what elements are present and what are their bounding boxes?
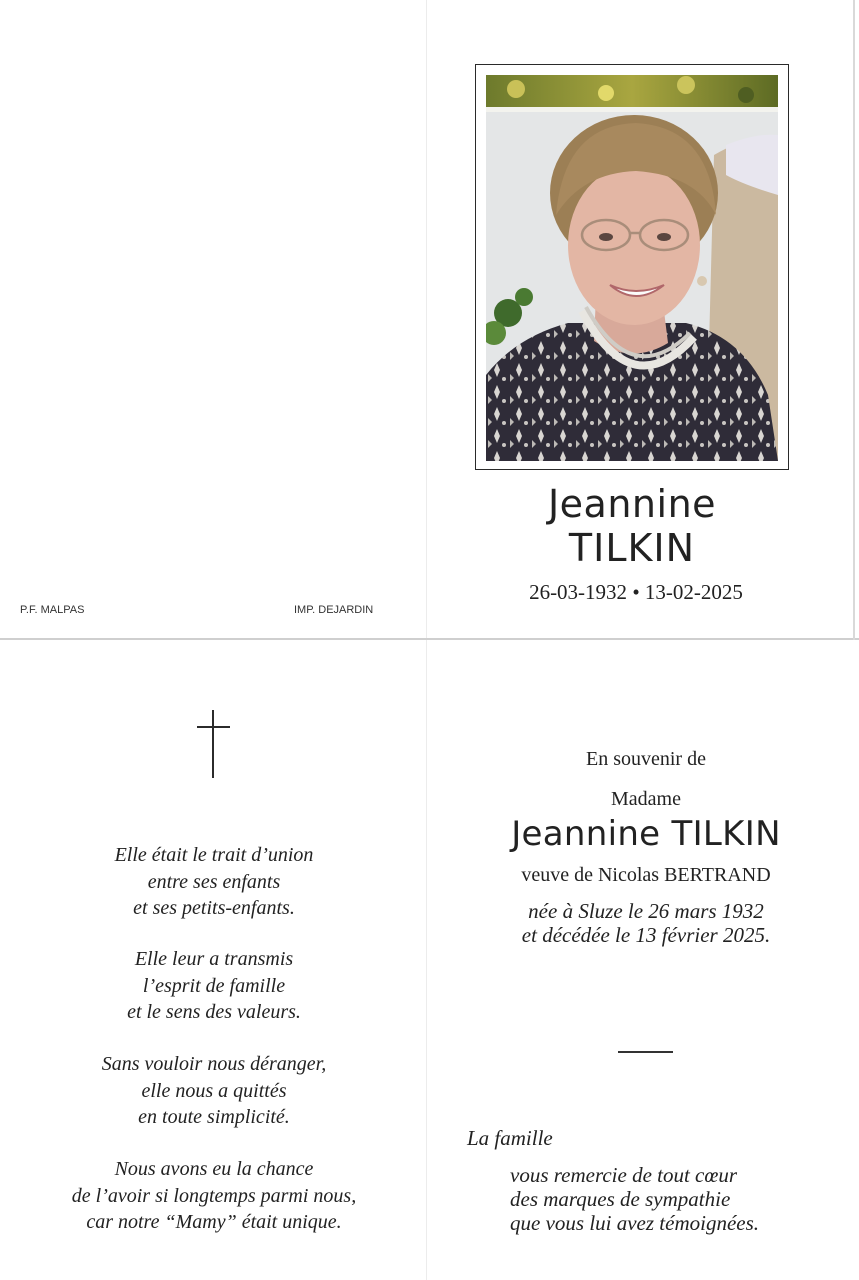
thanks-line: vous remercie de tout cœur <box>510 1163 738 1187</box>
poem-line: de l’avoir si longtemps parmi nous, <box>71 1184 357 1207</box>
life-dates <box>450 580 822 605</box>
poem-line: car notre “Mamy” était unique. <box>86 1211 342 1233</box>
family-label: La famille <box>467 1126 553 1150</box>
widow-of: veuve de Nicolas BERTRAND <box>521 864 771 886</box>
birth-date: 26-03-1932 <box>529 580 628 604</box>
front-first-name: Jeannine <box>547 482 717 526</box>
thanks-line: que vous lui avez témoignées. <box>510 1211 760 1235</box>
poem-line: Sans vouloir nous déranger, <box>101 1053 327 1075</box>
in-memory-heading: En souvenir de <box>586 748 706 770</box>
poem-stanza-3 <box>30 1051 398 1131</box>
card-edge <box>853 0 855 640</box>
poem-line: elle nous a quittés <box>141 1079 287 1102</box>
thanks-message <box>510 1163 759 1235</box>
fold-line-bottom <box>426 640 427 1280</box>
thanks-line: des marques de sympathie <box>510 1187 731 1211</box>
poem-line: Elle leur a transmis <box>134 948 294 970</box>
poem-line: l’esprit de famille <box>142 974 286 997</box>
birth-line: née à Sluze le 26 mars 1932 <box>528 899 764 923</box>
poem-stanza-4 <box>30 1156 398 1236</box>
portrait-frame <box>475 64 789 470</box>
poem-line: en toute simplicité. <box>138 1106 290 1128</box>
funeral-home-credit: P.F. MALPAS <box>20 604 85 616</box>
card-divider <box>0 638 859 640</box>
poem-line: Nous avons eu la chance <box>114 1158 314 1180</box>
deceased-full-name: Jeannine TILKIN <box>511 814 781 854</box>
divider-rule <box>618 1051 673 1053</box>
date-separator: • <box>632 580 640 604</box>
poem-line: et ses petits-enfants. <box>133 897 295 919</box>
poem-stanza-1 <box>30 842 398 922</box>
poem-line: Elle était le trait d’union <box>114 844 314 866</box>
poem-line: entre ses enfants <box>147 870 281 893</box>
front-last-name: TILKIN <box>568 526 696 570</box>
fold-line-top <box>426 0 427 638</box>
portrait-photo <box>486 75 778 461</box>
poem-stanza-2 <box>30 946 398 1026</box>
poem-line: et le sens des valeurs. <box>127 1001 301 1023</box>
honorific: Madame <box>611 788 681 810</box>
death-line: et décédée le 13 février 2025. <box>521 923 771 947</box>
death-date: 13-02-2025 <box>644 580 743 604</box>
printer-credit: IMP. DEJARDIN <box>294 604 374 616</box>
